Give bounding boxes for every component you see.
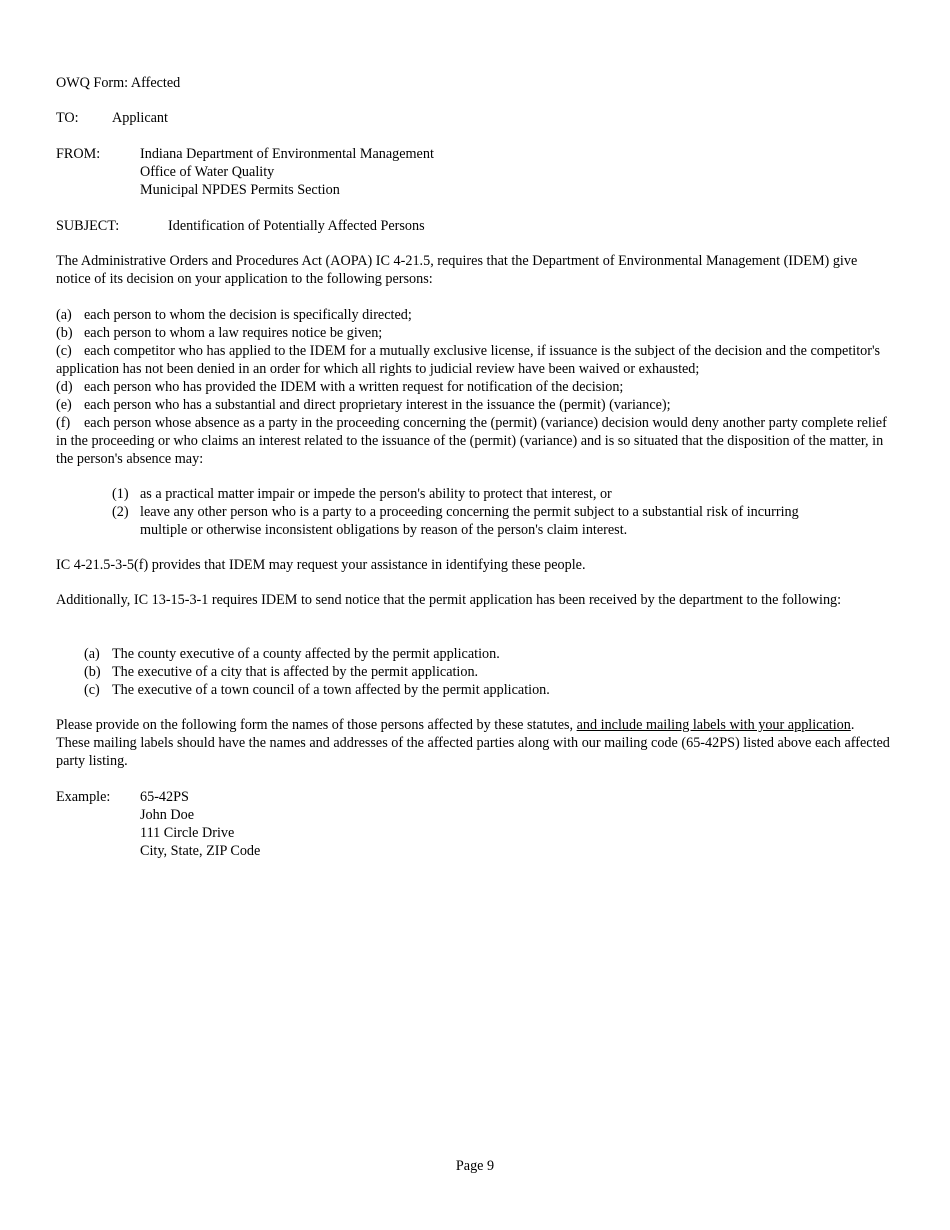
- list-item: [84, 681, 784, 699]
- list-item: [84, 663, 784, 681]
- from-line: Municipal NPDES Permits Section: [140, 182, 340, 198]
- ic-provision-paragraph: IC 4-21.5-3-5(f) provides that IDEM may request your assistance in identifying these people.: [56, 557, 586, 573]
- list-item: [56, 396, 891, 414]
- additionally-paragraph: Additionally, IC 13-15-3-1 requires IDEM to send notice that the permit application has been received by the department to the following:: [56, 592, 842, 608]
- list-item: [84, 645, 784, 663]
- example-address: [140, 788, 260, 860]
- list-text: each person to whom a law requires notice be given;: [84, 325, 383, 341]
- list-text: each competitor who has applied to the IDEM for a mutually exclusive license, if issuance is the subject of the decision and the competitor's application has not been denied in an order for which all rights to judicial review have been waived or exhausted;: [56, 343, 881, 377]
- list-text: The county executive of a county affected by the permit application.: [112, 646, 500, 662]
- sub-list: [112, 485, 812, 539]
- please-text: Please provide on the following form the names of those persons affected by these statutes,: [56, 717, 577, 733]
- list-marker: (e): [56, 397, 72, 413]
- list-text: The executive of a city that is affected by the permit application.: [112, 664, 479, 680]
- list-text: each person who has a substantial and direct proprietary interest in the issuance the (permit) (variance);: [84, 397, 671, 413]
- subject-label: SUBJECT:: [56, 218, 120, 234]
- example-line: John Doe: [140, 807, 194, 823]
- list-marker: (a): [84, 646, 100, 662]
- from-label: FROM:: [56, 146, 101, 162]
- sub-list-text: leave any other person who is a party to a proceeding concerning the permit subject to a substantial risk of incurring multiple or otherwise inconsistent obligations by reason of the person's claim interest.: [140, 504, 799, 538]
- list-item: [56, 342, 891, 378]
- sub-list-text: as a practical matter impair or impede the person's ability to protect that interest, or: [140, 486, 612, 502]
- please-underlined-text: and include mailing labels with your application: [576, 717, 851, 733]
- from-block: [56, 145, 556, 199]
- executive-list: [84, 645, 784, 699]
- list-marker: (c): [56, 343, 72, 359]
- example-label: Example:: [56, 789, 111, 805]
- sub-list-marker: (2): [112, 504, 129, 520]
- sub-list-marker: (1): [112, 486, 129, 502]
- from-lines: [140, 145, 434, 199]
- example-line: City, State, ZIP Code: [140, 843, 261, 859]
- from-line: Office of Water Quality: [140, 164, 275, 180]
- list-item: [56, 324, 891, 342]
- subject-value: Identification of Potentially Affected Persons: [168, 218, 425, 234]
- form-title: OWQ Form: Affected: [56, 75, 181, 91]
- to-value: Applicant: [112, 110, 168, 126]
- list-marker: (d): [56, 379, 73, 395]
- list-item: [56, 414, 891, 468]
- list-marker: (b): [84, 664, 101, 680]
- page-number: Page 9: [455, 1158, 495, 1174]
- from-line: Indiana Department of Environmental Management: [140, 146, 434, 162]
- list-marker: (c): [84, 682, 100, 698]
- list-text: The executive of a town council of a town affected by the permit application.: [112, 682, 550, 698]
- list-text: each person whose absence as a party in the proceeding concerning the (permit) (variance) decision would deny another party complete relief in the proceeding or who claims an interest related to the issuance of the (permit) (variance) and is so situated that the disposition of the matter, in the person's absence may:: [56, 415, 887, 467]
- please-text: . These mailing labels should have the names and addresses of the affected parties along with our mailing code (65-42PS) listed above each affected party listing.: [56, 717, 890, 769]
- list-marker: (a): [56, 307, 72, 323]
- example-block: [56, 788, 456, 860]
- example-line: 65-42PS: [140, 789, 189, 805]
- intro-paragraph: The Administrative Orders and Procedures Act (AOPA) IC 4-21.5, requires that the Department of Environmental Management (IDEM) give notice of its decision on your application to the following persons:: [56, 253, 858, 287]
- list-marker: (f): [56, 415, 71, 431]
- example-line: 111 Circle Drive: [140, 825, 235, 841]
- list-marker: (b): [56, 325, 73, 341]
- list-item: [56, 306, 891, 324]
- list-text: each person to whom the decision is specifically directed;: [84, 307, 412, 323]
- notice-list: [56, 306, 891, 468]
- sub-list-item: [112, 503, 812, 539]
- list-text: each person who has provided the IDEM with a written request for notification of the decision;: [84, 379, 624, 395]
- please-paragraph: [56, 716, 891, 770]
- sub-list-item: [112, 485, 812, 503]
- list-item: [56, 378, 891, 396]
- to-label: TO:: [56, 110, 79, 126]
